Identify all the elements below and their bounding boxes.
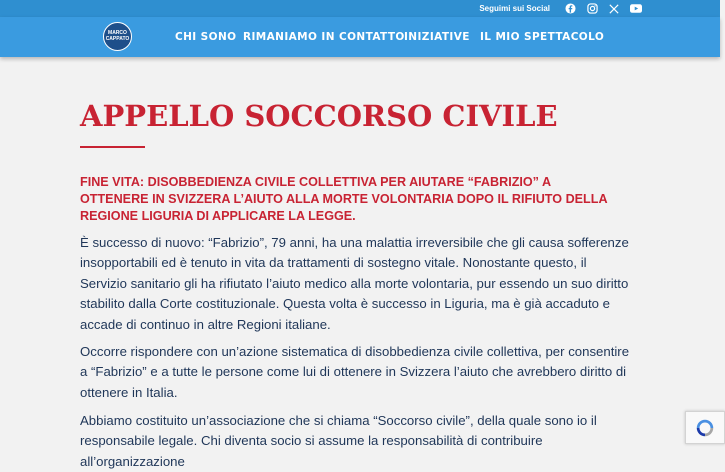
paragraph-1: È successo di nuovo: “Fabrizio”, 79 anni, ha una malattia irreversibile che gli causa sofferenze insopportabili ed è tenuto in vita da trattamenti di sostegno vitale. Nonostante questo, il Servizio sanitario gli ha rifiutato l’aiuto medico alla morte volontaria, pur essendo un suo diritto stabilito dalla Corte costituzionale. Questa volta è successo in Liguria, ma è già accaduto e accade di continuo in altre Regioni italiane. — [80, 235, 629, 332]
page-title: APPELLO SOCCORSO CIVILE — [80, 99, 558, 133]
logo-text-line2: CAPPATO — [105, 35, 130, 42]
youtube-icon[interactable] — [630, 3, 642, 15]
social-bar — [0, 0, 720, 17]
title-divider — [80, 146, 145, 148]
recaptcha-badge[interactable] — [685, 411, 725, 444]
nav-item-iniziative[interactable]: INIZIATIVE — [404, 31, 470, 43]
nav-item-il-mio-spettacolo[interactable]: IL MIO SPETTACOLO — [480, 31, 605, 43]
main-navbar — [0, 17, 720, 57]
nav-item-rimaniamo-in-contatto[interactable]: RIMANIAMO IN CONTATTO — [243, 31, 405, 43]
x-icon[interactable] — [608, 3, 620, 15]
site-logo[interactable] — [103, 22, 132, 51]
article-subtitle: FINE VITA: DISOBBEDIENZA CIVILE COLLETTIVA PER AIUTARE “FABRIZIO” A OTTENERE IN SVIZZERA L’AIUTO ALLA MORTE VOLONTARIA DOPO IL RIFIUTO DELLA REGIONE LIGURIA DI APPLICARE LA LEGGE. — [80, 175, 608, 223]
logo-text-line1: MARCO — [108, 30, 127, 36]
nav-item-chi-sono[interactable]: CHI SONO — [175, 31, 237, 43]
paragraph-2: Occorre rispondere con un’azione sistematica di disobbedienza civile collettiva, per consentire a “Fabrizio” e a tutte le persone come lui di ottenere in Svizzera l’aiuto che avrebbero diritto di ottenere in Italia. — [80, 344, 630, 400]
social-label: Seguimi sui Social — [479, 4, 550, 13]
instagram-icon[interactable] — [586, 3, 598, 15]
facebook-icon[interactable] — [564, 3, 576, 15]
paragraph-3: Abbiamo costituito un’associazione che si chiama “Soccorso civile”, della quale sono io il responsabile legale. Chi diventa socio si assume la responsabilità di contribuire all’organizzazione — [80, 413, 597, 469]
recaptcha-icon — [694, 417, 716, 439]
